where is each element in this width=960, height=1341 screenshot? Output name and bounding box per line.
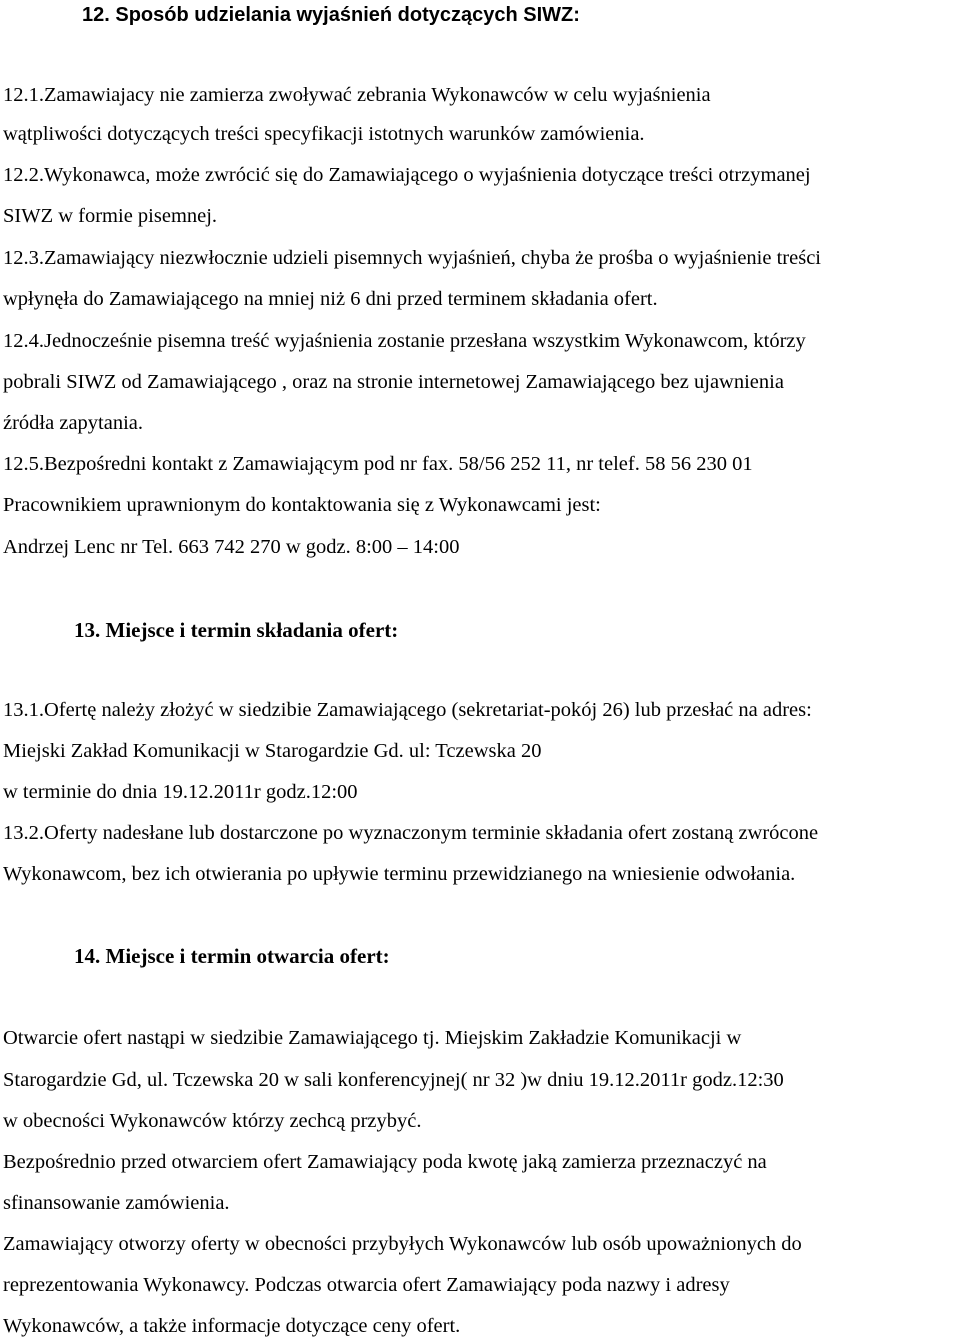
section-13-heading: 13. Miejsce i termin składania ofert: bbox=[74, 618, 399, 642]
section-14-heading: 14. Miejsce i termin otwarcia ofert: bbox=[74, 944, 390, 968]
paragraph-line: Wykonawcom, bez ich otwierania po upływie terminu przewidzianego na wniesienie odwołania. bbox=[3, 863, 796, 885]
paragraph-line: reprezentowania Wykonawcy. Podczas otwarcia ofert Zamawiający poda nazwy i adresy bbox=[3, 1274, 730, 1296]
paragraph-line: sfinansowanie zamówienia. bbox=[3, 1192, 230, 1214]
paragraph-line: 12.3.Zamawiający niezwłocznie udzieli pisemnych wyjaśnień, chyba że prośba o wyjaśnienie treści bbox=[3, 247, 821, 269]
paragraph-line: Starogardzie Gd, ul. Tczewska 20 w sali konferencyjnej( nr 32 )w dniu 19.12.2011r godz.12:30 bbox=[3, 1069, 784, 1091]
paragraph-line: Wykonawców, a także informacje dotyczące ceny ofert. bbox=[3, 1315, 461, 1337]
paragraph-line: w obecności Wykonawców którzy zechcą przybyć. bbox=[3, 1110, 422, 1132]
section-12-heading: 12. Sposób udzielania wyjaśnień dotyczących SIWZ: bbox=[82, 4, 580, 26]
paragraph-line: wątpliwości dotyczących treści specyfikacji istotnych warunków zamówienia. bbox=[3, 123, 645, 145]
paragraph-line: 12.2.Wykonawca, może zwrócić się do Zamawiającego o wyjaśnienia dotyczące treści otrzymanej bbox=[3, 164, 811, 186]
contact-line: Andrzej Lenc nr Tel. 663 742 270 w godz. 8:00 – 14:00 bbox=[3, 536, 460, 558]
paragraph-line: 12.1.Zamawiajacy nie zamierza zwoływać zebrania Wykonawców w celu wyjaśnienia bbox=[3, 84, 711, 106]
paragraph-line: wpłynęła do Zamawiającego na mniej niż 6 dni przed terminem składania ofert. bbox=[3, 288, 658, 310]
paragraph-line: 12.4.Jednocześnie pisemna treść wyjaśnienia zostanie przesłana wszystkim Wykonawcom, którzy bbox=[3, 330, 806, 352]
paragraph-line: Pracownikiem uprawnionym do kontaktowania się z Wykonawcami jest: bbox=[3, 494, 601, 516]
paragraph-line: źródła zapytania. bbox=[3, 412, 144, 434]
deadline-line: w terminie do dnia 19.12.2011r godz.12:00 bbox=[3, 781, 358, 803]
paragraph-line: 12.5.Bezpośredni kontakt z Zamawiającym pod nr fax. 58/56 252 11, nr telef. 58 56 230 01 bbox=[3, 453, 753, 475]
address-line: Miejski Zakład Komunikacji w Starogardzie Gd. ul: Tczewska 20 bbox=[3, 740, 542, 762]
paragraph-line: Zamawiający otworzy oferty w obecności przybyłych Wykonawców lub osób upoważnionych do bbox=[3, 1233, 802, 1255]
paragraph-line: Bezpośrednio przed otwarciem ofert Zamawiający poda kwotę jaką zamierza przeznaczyć na bbox=[3, 1151, 767, 1173]
paragraph-line: 13.1.Ofertę należy złożyć w siedzibie Zamawiającego (sekretariat-pokój 26) lub przesłać na adres: bbox=[3, 699, 812, 721]
paragraph-line: Otwarcie ofert nastąpi w siedzibie Zamawiającego tj. Miejskim Zakładzie Komunikacji w bbox=[3, 1027, 742, 1049]
paragraph-line: SIWZ w formie pisemnej. bbox=[3, 205, 218, 227]
paragraph-line: pobrali SIWZ od Zamawiającego , oraz na stronie internetowej Zamawiającego bez ujawnienia bbox=[3, 371, 784, 393]
paragraph-line: 13.2.Oferty nadesłane lub dostarczone po wyznaczonym terminie składania ofert zostaną zwrócone bbox=[3, 822, 819, 844]
